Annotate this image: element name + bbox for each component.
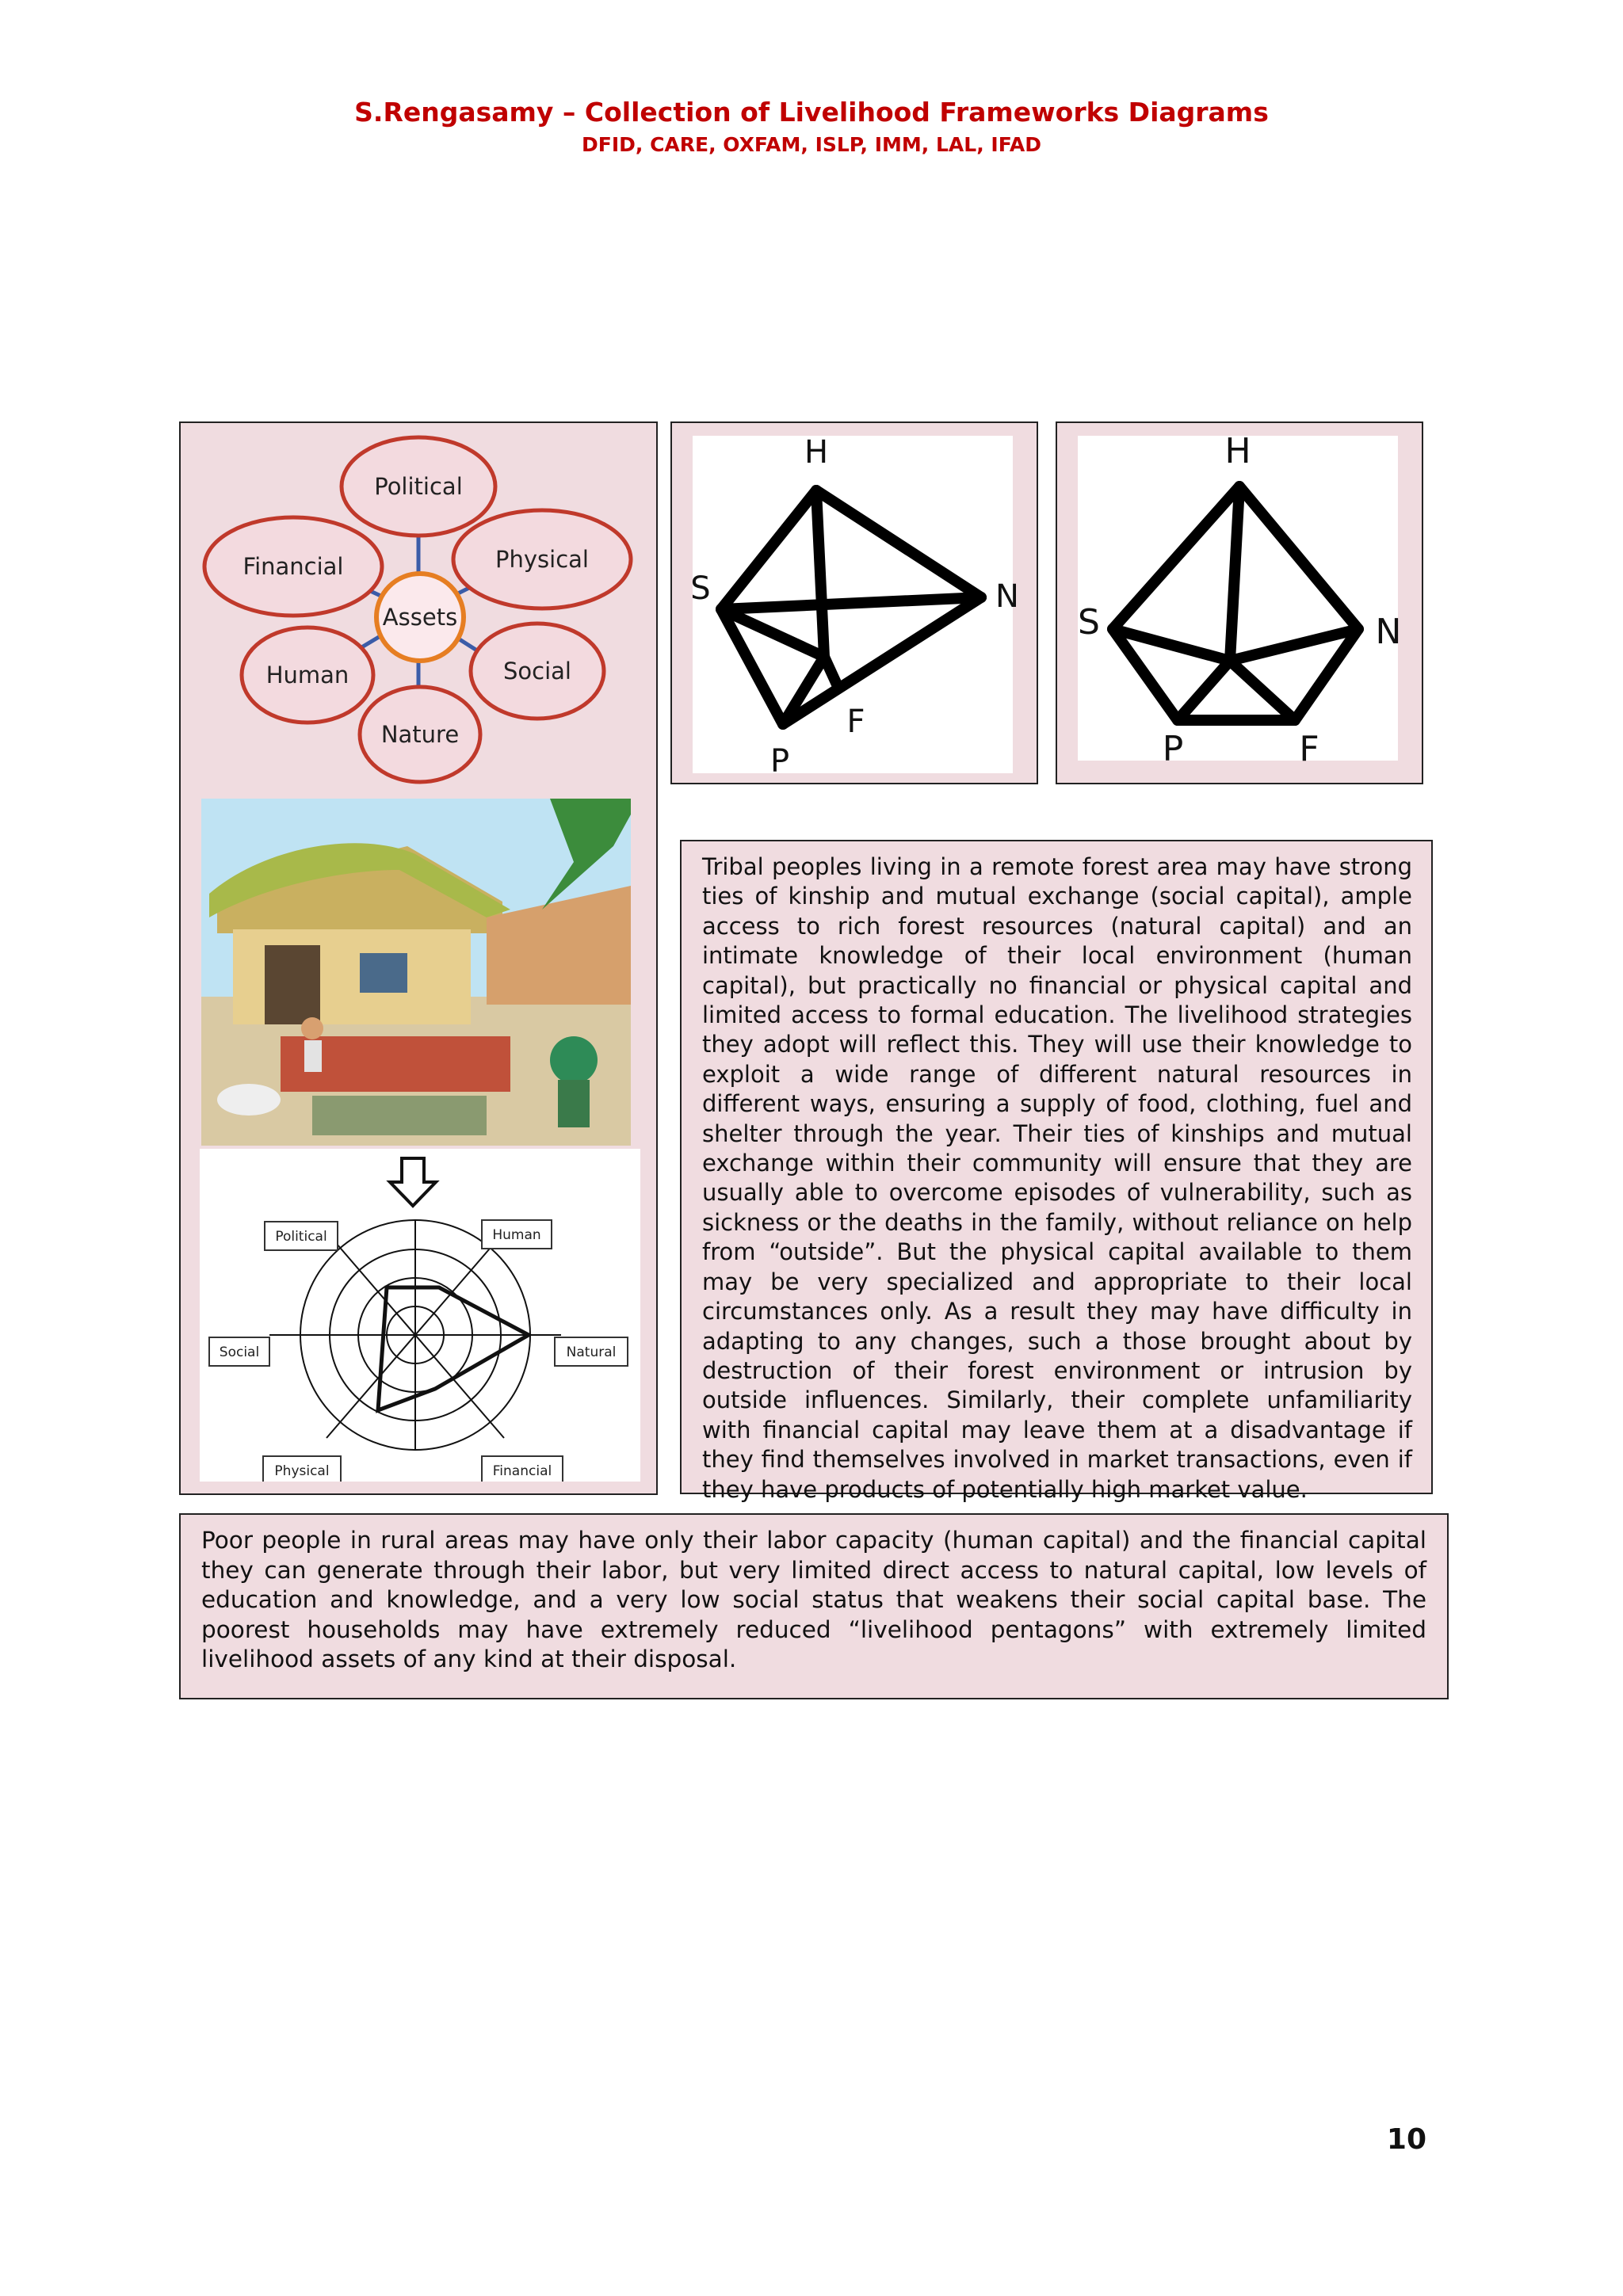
pentagon-1-f: F — [846, 704, 865, 740]
pentagon-2-f: F — [1299, 729, 1319, 769]
assets-diagram — [181, 423, 656, 803]
radar-label-financial: Financial — [492, 1463, 552, 1479]
petal-social: Social — [503, 658, 571, 685]
pentagon-1 — [672, 423, 1037, 783]
petal-political: Political — [374, 473, 463, 500]
page-title: S.Rengasamy – Collection of Livelihood Frameworks Diagrams — [354, 97, 1269, 128]
pentagon-2 — [1057, 423, 1422, 783]
pentagon-2-h: H — [1224, 431, 1251, 471]
radar-label-political: Political — [275, 1229, 327, 1245]
radar-label-natural: Natural — [566, 1344, 617, 1360]
pentagon-2-n: N — [1375, 612, 1402, 652]
radar-label-physical: Physical — [274, 1463, 330, 1479]
pentagon-2-s: S — [1078, 602, 1100, 643]
tribal-paragraph: Tribal peoples living in a remote forest area may have strong ties of kinship and mutual exchange (social capital), ample access to rich forest resources (natural capital) and an intimate knowledge of their local environment (human capital), but practically no financial or physical capital and limited access to formal education. The livelihood strategies they adopt will reflect this. They will use their knowledge to exploit a wide range of different natural resources in different ways, ensuring a supply of food, clothing, fuel and shelter through the year. Their ties of kinships and mutual exchange within their community will ensure that they are usually able to overcome episodes of vulnerability, such as sickness or the deaths in the family, without reliance on help from “outside”. But the physical capital available to them may be very specialized and appropriate to their local circumstances only. As a result they may have difficulty in adapting to any changes, such a those brought about by destruction of their forest environment or intrusion by outside influences. Similarly, their complete unfamiliarity with financial capital may leave them at a disadvantage if they find themselves involved in market transactions, even if they have products of potentially high market value. — [702, 853, 1412, 1503]
page-subtitle: DFID, CARE, OXFAM, ISLP, IMM, LAL, IFAD — [581, 133, 1042, 156]
radar-diagram — [200, 1149, 640, 1482]
poor-paragraph: Poor people in rural areas may have only their labor capacity (human capital) and the financial capital they can generate through their labor, but very limited direct access to natural capital, low levels of education and knowledge, and a very low social status that weakens their social capital base. The poorest households may have extremely reduced “livelihood pentagons” with extremely limited livelihood assets of any kind at their disposal. — [201, 1527, 1426, 1672]
pentagon-1-n: N — [995, 578, 1019, 615]
pentagon-1-s: S — [690, 570, 711, 607]
pentagon-1-box — [670, 421, 1038, 784]
tribal-text-box — [680, 840, 1433, 1503]
petal-physical: Physical — [495, 546, 589, 573]
village-illustration — [201, 799, 631, 1146]
petal-financial: Financial — [242, 553, 344, 580]
pentagon-2-p: P — [1162, 729, 1184, 769]
assets-center-label: Assets — [382, 604, 458, 631]
petal-nature: Nature — [380, 721, 460, 748]
pentagon-2-box — [1056, 421, 1423, 784]
radar-label-social: Social — [219, 1344, 260, 1360]
left-panel — [179, 421, 658, 1495]
radar-label-human: Human — [492, 1227, 541, 1243]
pentagon-1-p: P — [769, 743, 790, 780]
page-number: 10 — [1386, 2123, 1426, 2156]
pentagon-1-h: H — [804, 434, 829, 471]
petal-human: Human — [265, 662, 349, 688]
poor-text-box — [179, 1513, 1449, 1699]
